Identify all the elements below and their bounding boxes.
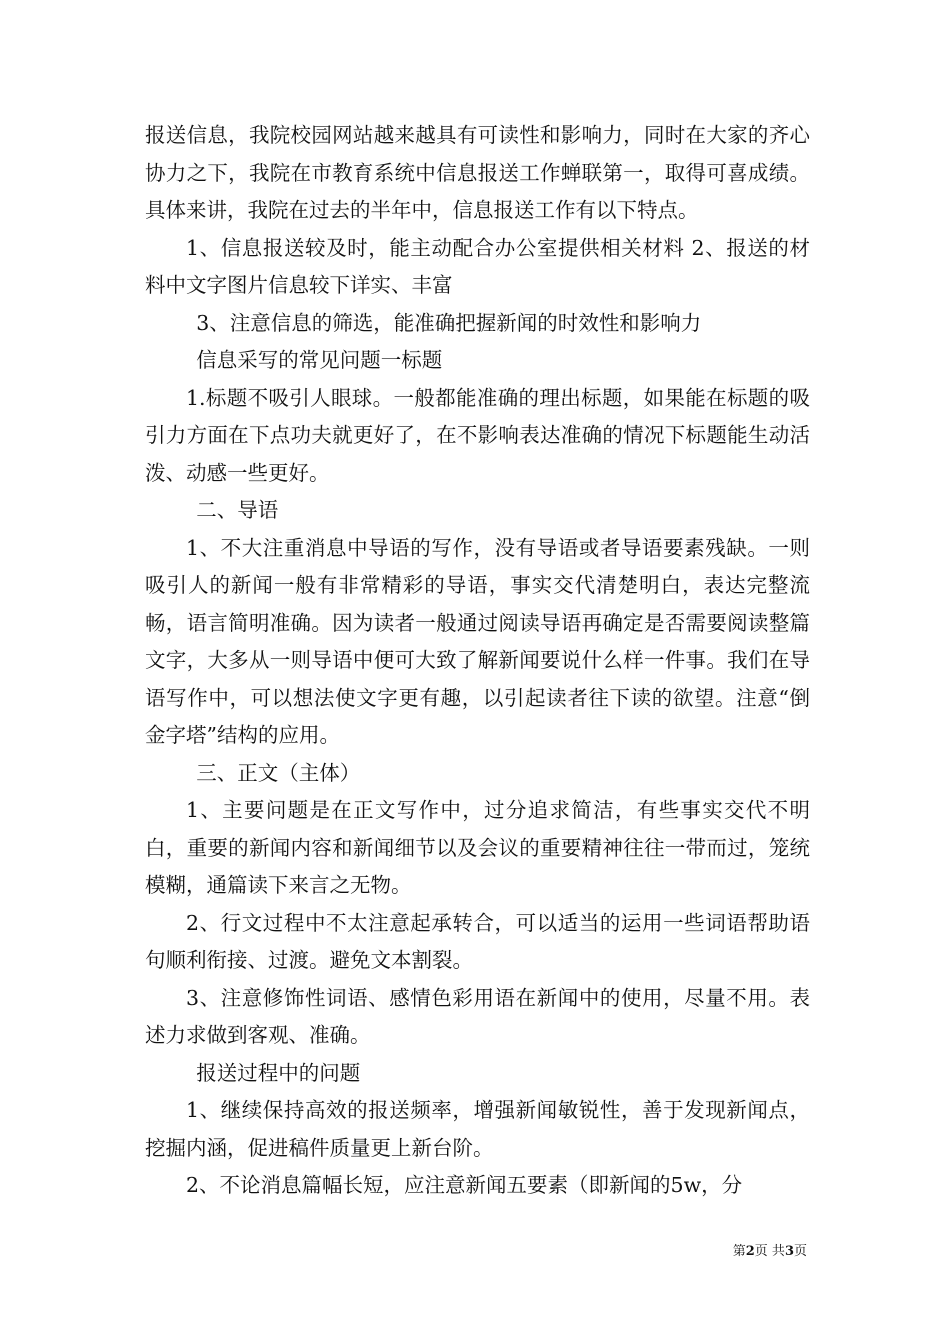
paragraph: 1、信息报送较及时，能主动配合办公室提供相关材料 2、报送的材料中文字图片信息较下详实、丰富 bbox=[145, 235, 810, 297]
section-heading: 信息采写的常见问题一标题 bbox=[196, 348, 443, 372]
document-body bbox=[145, 117, 810, 1205]
paragraph: 1.标题不吸引人眼球。一般都能准确的理出标题，如果能在标题的吸引力方面在下点功夫就更好了，在不影响表达准确的情况下标题能生动活泼、动感一些更好。 bbox=[145, 385, 810, 485]
paragraph: 2、不论消息篇幅长短，应注意新闻五要素（即新闻的5w，分 bbox=[186, 1173, 743, 1197]
paragraph: 1、继续保持高效的报送频率，增强新闻敏锐性，善于发现新闻点，挖掘内涵，促进稿件质量更上新台阶。 bbox=[145, 1098, 810, 1160]
footer-suffix: 页 bbox=[793, 1244, 807, 1259]
section-heading: 报送过程中的问题 bbox=[196, 1060, 361, 1085]
footer-prefix: 第 bbox=[732, 1244, 746, 1259]
section-heading: 二、导语 bbox=[196, 498, 279, 522]
paragraph: 1、主要问题是在正文写作中，过分追求简洁，有些事实交代不明白，重要的新闻内容和新闻细节以及会议的重要精神往往一带而过，笼统模糊，通篇读下来言之无物。 bbox=[145, 798, 810, 897]
page-number-footer bbox=[733, 1240, 807, 1259]
paragraph: 1、不大注重消息中导语的写作，没有导语或者导语要素残缺。一则吸引人的新闻一般有非常精彩的导语，事实交代清楚明白，表达完整流畅，语言简明准确。因为读者一般通过阅读导语再确定是否需要阅读整篇文字，大多从一则导语中便可大致了解新闻要说什么样一件事。我们在导语写作中，可以想法使文字更有趣，以引起读者往下读的欲望。注意“倒金字塔”结构的应用。 bbox=[145, 535, 810, 747]
paragraph: 3、注意修饰性词语、感情色彩用语在新闻中的使用，尽量不用。表述力求做到客观、准确。 bbox=[145, 985, 810, 1047]
paragraph: 2、行文过程中不太注意起承转合，可以适当的运用一些词语帮助语句顺利衔接、过渡。避免文本割裂。 bbox=[145, 910, 810, 972]
footer-total-pages: 3 bbox=[784, 1244, 794, 1259]
paragraph: 3、注意信息的筛选，能准确把握新闻的时效性和影响力 bbox=[196, 310, 702, 335]
footer-current-page: 2 bbox=[745, 1244, 755, 1259]
paragraph: 报送信息，我院校园网站越来越具有可读性和影响力，同时在大家的齐心协力之下，我院在市教育系统中信息报送工作蝉联第一，取得可喜成绩。具体来讲，我院在过去的半年中，信息报送工作有以下特点。 bbox=[145, 123, 810, 222]
section-heading: 三、正文（主体） bbox=[196, 760, 361, 785]
footer-middle: 页 共 bbox=[754, 1244, 785, 1259]
